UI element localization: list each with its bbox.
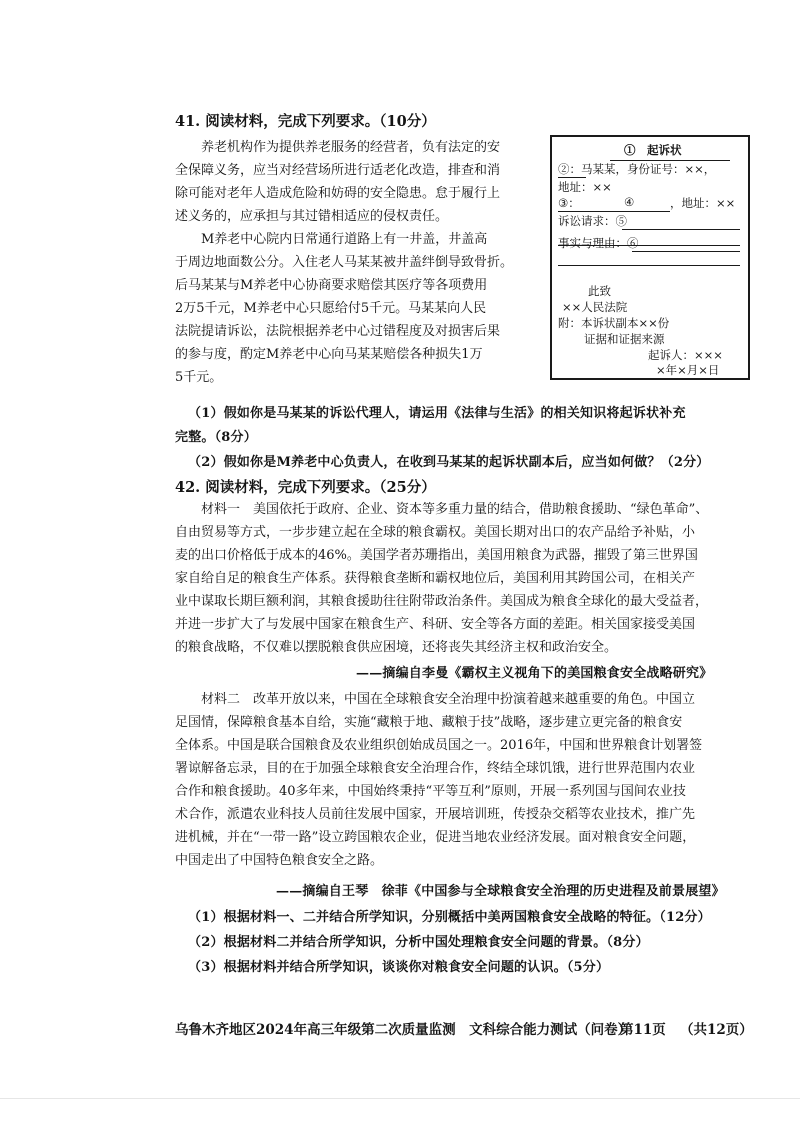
q42-material2-line: 进机械，并在“一带一路”设立跨国粮农企业，促进当地农业经济发展。面对粮食安全问题， — [175, 830, 696, 845]
q41-sub2: （2）假如你是M养老中心负责人，在收到马某某的起诉状副本后，应当如何做？（2分） — [188, 455, 710, 470]
q42-heading: 42. 阅读材料，完成下列要求。（25分） — [175, 479, 436, 496]
complaint-facts: 事实与理由：⑥ — [558, 236, 639, 250]
q42-material2-line: 署谅解备忘录，目的在于加强全球粮食安全治理合作，终结全球饥饿，进行世界范围内农业 — [175, 761, 696, 776]
q41-material-line: 5千元。 — [175, 370, 223, 385]
q42-material2 — [175, 688, 702, 872]
complaint-address: 地址：×× — [558, 180, 612, 194]
q41-material-line: M养老中心院内日常通行道路上有一井盖，井盖高 — [201, 232, 488, 247]
q42-material2-line: 全体系。中国是联合国粮食及农业组织创始成员国之一。2016年，中国和世界粮食计划署签 — [175, 738, 703, 753]
complaint-defendant-address: ，地址：×× — [670, 196, 736, 210]
q42-material1-line: 麦的出口价格低于成本的46%。美国学者苏珊指出，美国用粮食为武器，摧毁了第三世界国 — [175, 548, 698, 563]
facts-line-1 — [632, 251, 740, 252]
q41-material-line: 的参与度，酌定M养老中心向马某某赔偿各种损失1万 — [175, 347, 483, 362]
blank-3-4-underline — [558, 211, 670, 212]
facts-line-2 — [558, 265, 740, 266]
q42-material2-line: 术合作，派遣农业科技人员前往发展中国家，开展培训班，传授杂交稻等农业技术，推广先 — [175, 807, 696, 822]
q42-material1-line: 家自给自足的粮食生产体系。获得粮食垄断和霸权地位后，美国利用其跨国公司，在相关产 — [175, 571, 696, 586]
q42-material1-line: 材料一 美国依托于政府、企业、资本等多重力量的结合，借助粮食援助、“绿色革命”、 — [201, 502, 709, 517]
claims-line-1 — [622, 229, 740, 230]
q42-material2-line: 合作和粮食援助。40多年来，中国始终秉持“平等互利”原则，开展一系列国与国间农业技 — [175, 784, 686, 799]
q41-material-line: 述义务的，应承担与其过错相适应的侵权责任。 — [175, 209, 449, 224]
q42-material2-line: 中国走出了中国特色粮食安全之路。 — [175, 853, 384, 868]
complaint-form — [550, 135, 750, 380]
q42-source1: ——摘编自李曼《霸权主义视角下的美国粮食安全战略研究》 — [356, 666, 713, 681]
complaint-defendant-blank: ④ — [624, 195, 635, 209]
q42-material1-line: 的粮食战略，不仅难以摆脱粮食供应困境，还将丧失其经济主权和政治安全。 — [175, 640, 618, 655]
complaint-court: ××人民法院 — [562, 300, 628, 314]
q42-material1-line: 自由贸易等方式，一步步建立起在全球的粮食霸权。美国长期对出口的农产品给予补贴，小 — [175, 525, 696, 540]
q41-material — [175, 136, 513, 389]
footer-total-pages: （共12页） — [680, 1022, 753, 1038]
complaint-plaintiff: ②：马某某，身份证号：××， — [558, 162, 716, 176]
blank-2-underline — [558, 177, 586, 178]
complaint-title: ① 起诉状 — [624, 143, 682, 157]
footer-exam-title: 乌鲁木齐地区2024年高三年级第二次质量监测 文科综合能力测试（问卷） — [175, 1022, 632, 1038]
complaint-cizhi: 此致 — [588, 284, 611, 298]
q42-material2-line: 材料二 改革开放以来，中国在全球粮食安全治理中扮演着越来越重要的角色。中国立 — [201, 692, 696, 707]
q41-material-line: 后马某某与M养老中心协商要求赔偿其医疗等各项费用 — [175, 278, 488, 293]
complaint-evidence: 证据和证据来源 — [584, 332, 665, 346]
q41-material-line: 全保障义务，应当对经营场所进行适老化改造，排查和消 — [175, 163, 501, 178]
scan-edge-line — [0, 1098, 800, 1099]
q41-material-line: 养老机构作为提供养老服务的经营者，负有法定的安 — [201, 140, 501, 155]
q42-material2-line: 足国情，保障粮食基本自给，实施“藏粮于地、藏粮于技”战略，逐步建立更完备的粮食安 — [175, 715, 683, 730]
q41-material-line: 2万5千元，M养老中心只愿给付5千元。马某某向人民 — [175, 301, 487, 316]
q42-source2: ——摘编自王琴 徐菲《中国参与全球粮食安全治理的历史进程及前景展望》 — [276, 884, 725, 899]
footer-page-number: 第11页 — [620, 1022, 666, 1038]
q41-sub1: （1）假如你是马某某的诉讼代理人，请运用《法律与生活》的相关知识将起诉状补充 — [188, 406, 686, 421]
complaint-date: ×年×月×日 — [656, 363, 720, 377]
q42-sub1: （1）根据材料一、二并结合所学知识，分别概括中美两国粮食安全战略的特征。（12分） — [188, 910, 711, 925]
q42-material1-line: 业中谋取长期巨额利润，其粮食援助往往附带政治条件。美国成为粮食全球化的最大受益者， — [175, 594, 709, 609]
q41-heading: 41. 阅读材料，完成下列要求。（10分） — [175, 113, 436, 130]
complaint-claims: 诉讼请求：⑤ — [558, 214, 627, 228]
q42-sub2: （2）根据材料二并结合所学知识，分析中国处理粮食安全问题的背景。（8分） — [188, 935, 649, 950]
q41-sub1-cont: 完整。（8分） — [175, 430, 257, 445]
complaint-attachment: 附：本诉状副本××份 — [558, 316, 670, 330]
q42-material1-line: 并进一步扩大了与发展中国家在粮食生产、科研、安全等各方面的差距。相关国家接受美国 — [175, 617, 696, 632]
q41-material-line: 于周边地面数公分。入住老人马某某被井盖绊倒导致骨折。 — [175, 255, 514, 270]
q41-material-line: 除可能对老年人造成危险和妨碍的安全隐患。怠于履行上 — [175, 186, 501, 201]
q41-material-line: 法院提请诉讼，法院根据养老中心过错程度及对损害后果 — [175, 324, 501, 339]
complaint-signer: 起诉人：××× — [648, 348, 723, 362]
q42-material1 — [175, 498, 708, 659]
q42-sub3: （3）根据材料并结合所学知识，谈谈你对粮食安全问题的认识。（5分） — [188, 960, 610, 975]
complaint-defendant-label: ③： — [558, 196, 580, 210]
